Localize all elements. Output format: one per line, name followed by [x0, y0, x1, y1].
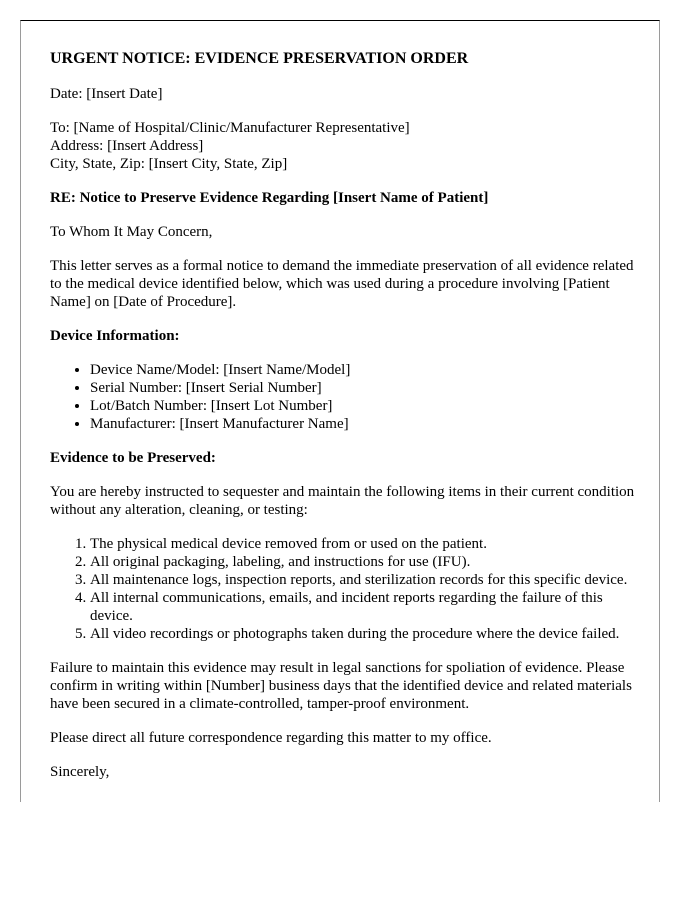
- letter-title: URGENT NOTICE: EVIDENCE PRESERVATION ORDER: [50, 50, 469, 67]
- evidence-intro: You are hereby instructed to sequester and maintain the following items in their current condition without any alteration, cleaning, or testing:: [50, 484, 635, 518]
- evidence-item: 5. All video recordings or photographs taken during the procedure where the device failed.: [90, 625, 640, 643]
- evidence-item: 1. The physical medical device removed from or used on the patient.: [90, 535, 640, 553]
- signoff: Sincerely,: [50, 764, 110, 780]
- intro-paragraph: This letter serves as a formal notice to demand the immediate preservation of all evidence related to the medical device identified below, which was used during a procedure involving [Patient Name] on [Date of Procedure].: [50, 258, 634, 310]
- recipient-city: City, State, Zip: [Insert City, State, Zip]: [50, 156, 288, 172]
- failure-paragraph: Failure to maintain this evidence may result in legal sanctions for spoliation of evidence. Please confirm in writing within [Number] business days that the identified device and related materials have been secured in a climate-controlled, tamper-proof environment.: [50, 660, 632, 712]
- recipient-block: [50, 119, 640, 173]
- evidence-heading: Evidence to be Preserved:: [50, 450, 216, 466]
- salutation: To Whom It May Concern,: [50, 224, 213, 240]
- evidence-item: 3. All maintenance logs, inspection reports, and sterilization records for this specific device.: [90, 571, 640, 589]
- device-info-list: [50, 361, 640, 433]
- device-info-heading: Device Information:: [50, 328, 180, 344]
- device-info-item: • Manufacturer: [Insert Manufacturer Name]: [90, 415, 640, 433]
- device-info-item: • Device Name/Model: [Insert Name/Model]: [90, 361, 640, 379]
- evidence-list: [50, 535, 640, 643]
- recipient-to: To: [Name of Hospital/Clinic/Manufacturer Representative]: [50, 120, 410, 136]
- letter-content: [50, 49, 640, 781]
- re-line: RE: Notice to Preserve Evidence Regarding [Insert Name of Patient]: [50, 190, 489, 206]
- date-line: Date: [Insert Date]: [50, 86, 163, 102]
- evidence-item: 4. All internal communications, emails, and incident reports regarding the failure of this device.: [90, 589, 640, 625]
- device-info-item: • Lot/Batch Number: [Insert Lot Number]: [90, 397, 640, 415]
- letter-page: [20, 20, 660, 802]
- evidence-item: 2. All original packaging, labeling, and instructions for use (IFU).: [90, 553, 640, 571]
- device-info-item: • Serial Number: [Insert Serial Number]: [90, 379, 640, 397]
- correspondence-paragraph: Please direct all future correspondence regarding this matter to my office.: [50, 730, 492, 746]
- recipient-address: Address: [Insert Address]: [50, 138, 204, 154]
